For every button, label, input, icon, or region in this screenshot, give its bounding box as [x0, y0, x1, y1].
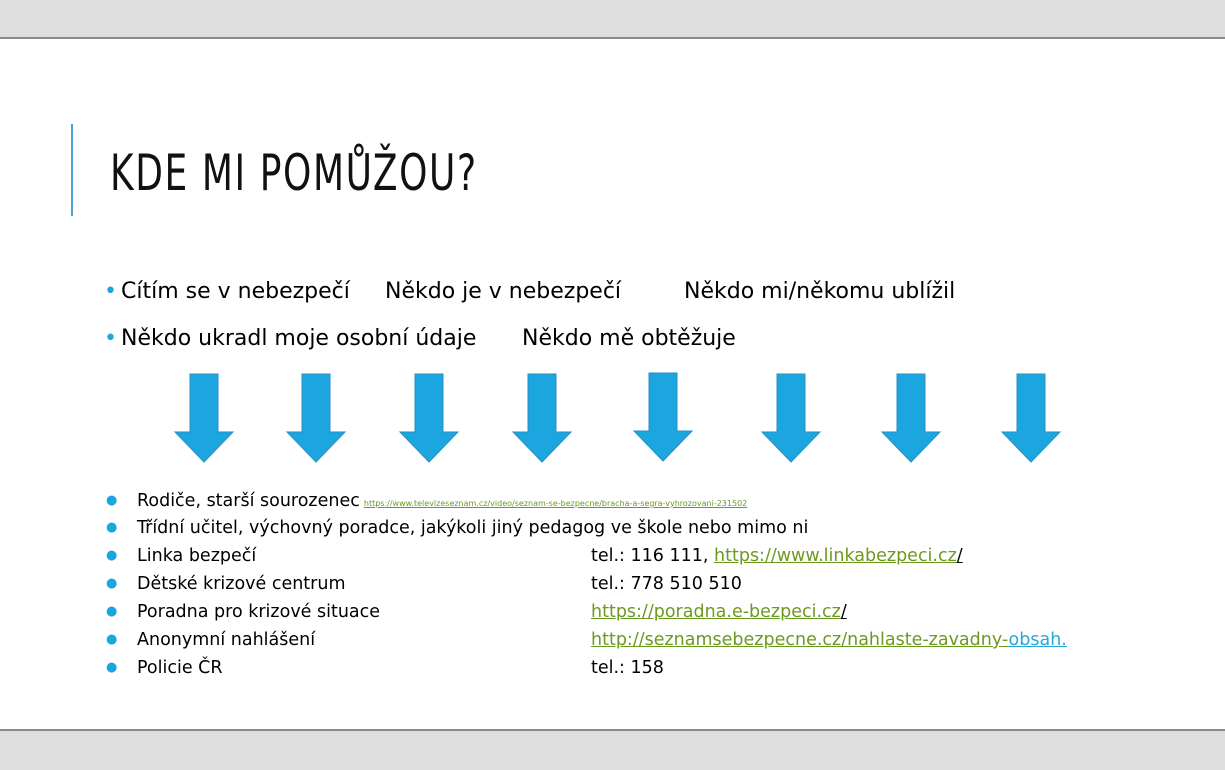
bullet-icon: ●	[106, 493, 118, 508]
situation-item: Někdo mi/někomu ublížil	[684, 279, 956, 304]
arrow-down-icon	[634, 373, 692, 461]
report-link[interactable]: http://seznamsebezpecne.cz/nahlaste-zavadny-	[591, 630, 1009, 650]
list-item	[0, 542, 1225, 570]
list-item	[0, 626, 1225, 654]
arrow-down-icon	[882, 374, 940, 462]
contact-phone: tel.: 116 111,	[591, 546, 715, 566]
situations-row-2	[104, 325, 736, 353]
contact-label: Třídní učitel, výchovný poradce, jakýkoli jiný pedagog ve škole nebo mimo ni	[137, 518, 809, 538]
slide	[0, 37, 1225, 731]
link-suffix: /	[956, 546, 963, 566]
contact-label: Policie ČR	[137, 658, 223, 678]
video-link[interactable]: https://www.televizeseznam.cz/video/seznam-se-bezpecne/bracha-a-segra-vyhrozovani-231502	[363, 499, 748, 508]
bullet-icon: ●	[106, 576, 118, 591]
list-item	[0, 487, 1225, 515]
bullet-icon: ●	[106, 604, 118, 619]
arrow-down-icon	[513, 374, 571, 462]
contact-phone: tel.: 158	[591, 658, 664, 678]
poradna-link[interactable]: https://poradna.e-bezpeci.cz	[591, 602, 841, 622]
bullet-icon: ●	[106, 548, 118, 563]
arrow-down-icon	[400, 374, 458, 462]
contact-label: Anonymní nahlášení	[137, 630, 316, 650]
link-suffix: /	[840, 602, 847, 622]
slide-title: KDE MI POMŮŽOU?	[110, 144, 478, 202]
arrow-down-icon	[762, 374, 820, 462]
linka-bezpeci-link[interactable]: https://www.linkabezpeci.cz	[714, 546, 957, 566]
arrow-down-icon	[287, 374, 345, 462]
arrow-down-icon	[1002, 374, 1060, 462]
contact-label: Rodiče, starší sourozenec	[137, 491, 360, 511]
contact-label: Dětské krizové centrum	[137, 574, 346, 594]
bullet-icon: •	[104, 279, 117, 304]
bullet-icon: •	[104, 326, 117, 351]
contact-phone: tel.: 778 510 510	[591, 574, 742, 594]
bullet-icon: ●	[106, 632, 118, 647]
contact-label: Linka bezpečí	[137, 546, 257, 566]
list-item	[0, 598, 1225, 626]
list-item	[0, 514, 1225, 542]
bullet-icon: ●	[106, 520, 118, 535]
situation-item: Někdo ukradl moje osobní údaje	[121, 326, 477, 351]
situation-item: Někdo mě obtěžuje	[522, 326, 736, 351]
title-accent-bar	[71, 124, 73, 216]
arrows-row	[0, 372, 1225, 464]
bullet-icon: ●	[106, 660, 118, 675]
situation-item: Cítím se v nebezpečí	[121, 279, 350, 304]
situation-item: Někdo je v nebezpečí	[385, 279, 622, 304]
list-item	[0, 570, 1225, 598]
contact-label: Poradna pro krizové situace	[137, 602, 381, 622]
situations-row-1	[104, 278, 956, 306]
report-link-end[interactable]: obsah.	[1008, 630, 1067, 650]
arrow-down-icon	[175, 374, 233, 462]
list-item	[0, 654, 1225, 682]
